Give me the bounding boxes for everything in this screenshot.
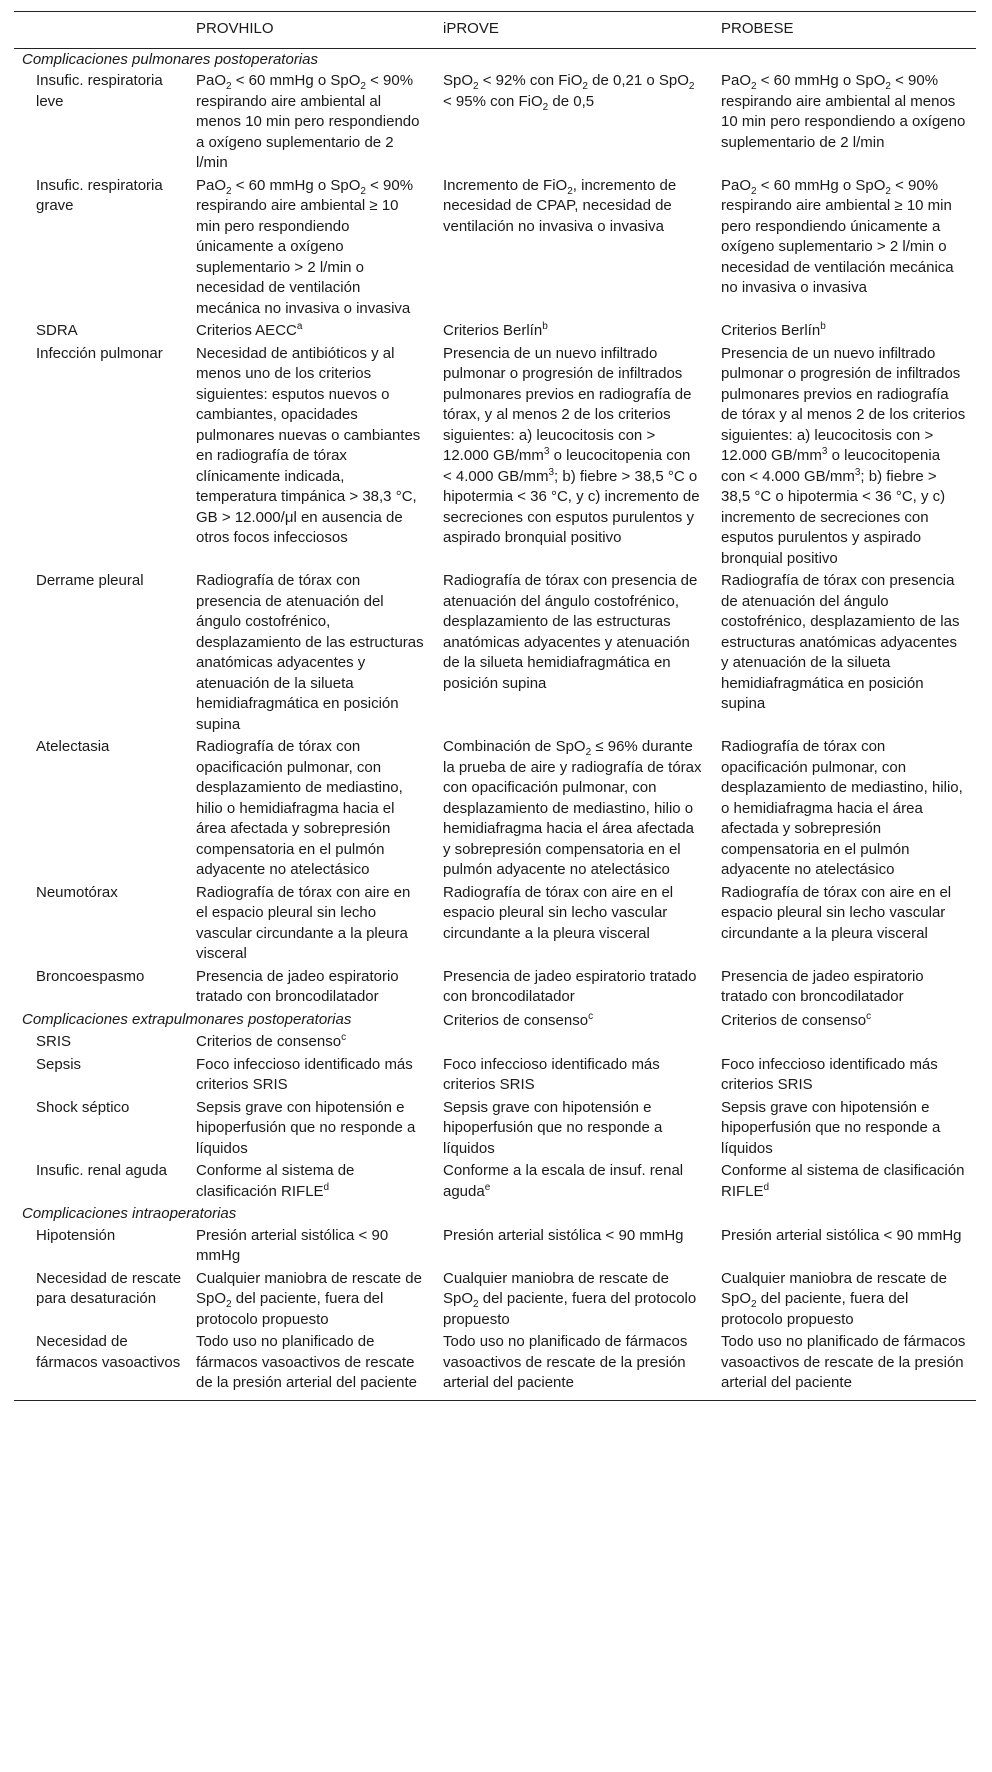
cell-text: Radiografía de tórax con aire en el espacio pleural sin lecho vascular circundante a la pleura visceral [443,883,678,942]
cell-text: PaO [196,176,227,194]
table-cell [713,882,976,966]
cell-text: Conforme al sistema de clasificación RIFLE [721,1162,969,1200]
cell-text: Criterios de consenso [721,1011,867,1029]
table-row [14,175,976,321]
cell-text: Criterios de consenso [196,1033,342,1050]
table-cell [435,320,713,343]
table-cell [188,70,435,175]
subscript: 2 [751,1299,757,1310]
table-cell [435,570,713,736]
table-cell [188,1268,435,1332]
table-cell [713,1225,976,1268]
cell-text: Radiografía de tórax con opacificación pulmonar, con desplazamiento de mediastino, hilio, o hemidiafragma hacia el área afectada y sobrepresión compensatoria en el pulmón adyacente no atelectásico [721,738,967,878]
table-cell [713,343,976,571]
row-label: Insufic. respiratoria grave [36,176,163,214]
table-row [14,570,976,736]
cell-text: Presencia de jadeo espiratorio tratado con broncodilatador [721,967,928,1005]
table-cell [713,570,976,736]
table-cell [188,1054,435,1097]
table-cell [188,343,435,571]
table-cell [188,1097,435,1161]
section-row [14,48,976,70]
cell-text: Presión arterial sistólica < 90 mmHg [196,1226,393,1264]
table-cell [188,966,435,1009]
cell-text: Presión arterial sistólica < 90 mmHg [721,1226,962,1244]
subscript: 2 [226,81,232,92]
row-label: Broncoespasmo [36,967,145,985]
section-title: Complicaciones intraoperatorias [22,1205,237,1222]
table-cell [713,966,976,1009]
cell-text: de 0,21 o SpO [587,72,689,89]
table-cell [713,1031,976,1054]
cell-text: Radiografía de tórax con presencia de atenuación del ángulo costofrénico, desplazamiento de las estructuras anatómicas adyacentes y atenuación de la silueta hemidiafragmática en posición supina [443,572,702,692]
subscript: 2 [885,81,891,92]
footnote-mark: 3 [548,466,555,478]
header-row [14,12,976,49]
row-label: Insufic. respiratoria leve [36,72,163,110]
criteria-table [14,11,976,1401]
cell-text: Sepsis grave con hipotensión e hipoperfusión que no responde a líquidos [721,1098,945,1157]
header-empty [14,12,188,49]
table-cell [435,882,713,966]
table-cell [435,1160,713,1203]
row-label: Atelectasia [36,738,110,755]
cell-text: Radiografía de tórax con presencia de atenuación del ángulo costofrénico, desplazamiento de las estructuras anatómicas adyacentes y atenuación de la silueta hemidiafragmática en posición supina [721,572,964,712]
cell-text: Todo uso no planificado de fármacos vasoactivos de rescate de la presión arterial del paciente [721,1333,970,1391]
table-cell [713,70,976,175]
table-cell [435,736,713,882]
cell-text: Radiografía de tórax con aire en el espacio pleural sin lecho vascular circundante a la pleura visceral [196,883,415,962]
row-label: Necesidad de rescate para desaturación [36,1269,182,1307]
table-cell [435,966,713,1009]
cell-text: del paciente, fuera del protocolo propuesto [721,1290,913,1328]
subscript: 2 [751,81,757,92]
cell-text: PaO [196,72,227,89]
table-cell [435,175,713,321]
section-title: Complicaciones pulmonares postoperatorias [22,50,318,68]
row-label: Insufic. renal aguda [36,1162,167,1179]
cell-text: < 90% respirando aire ambiental al menos 10 min pero respondiendo a oxígeno suplementario de 2 l/min [196,72,424,171]
cell-text: < 90% respirando aire ambiental al menos 10 min pero respondiendo a oxígeno suplementario de 2 l/min [721,72,970,151]
section-inline-cell [435,1009,713,1032]
table-row [14,1031,976,1054]
cell-text: ≤ 96% durante la prueba de aire y radiografía de tórax con opacificación pulmonar, con desplazamiento de mediastino, hilio o hemidiafragma hacia el área afectada y sobrepresión compensatoria en el pulmón adyacente no atelectásico [443,738,706,878]
subscript: 2 [360,185,366,197]
table-cell [435,1331,713,1400]
cell-text: Presencia de un nuevo infiltrado pulmonar o progresión de infiltrados pulmonares previos en radiografía de tórax, y al menos 2 de los criterios siguientes: a) leucocitosis con > 12.000 GB/mm [443,344,696,464]
table-cell [713,320,976,343]
table-cell [188,320,435,343]
table-cell [713,1160,976,1203]
subscript: 2 [473,81,479,92]
subscript: 2 [542,101,549,113]
header-provhilo: PROVHILO [188,12,435,49]
cell-text: Cualquier maniobra de rescate de SpO [196,1269,427,1307]
table-cell [713,1268,976,1332]
cell-text: Sepsis grave con hipotensión e hipoperfusión que no responde a líquidos [196,1098,420,1157]
cell-text: Criterios AECC [196,322,297,339]
cell-text: , incremento de necesidad de CPAP, necesidad de ventilación no invasiva o invasiva [443,176,681,235]
subscript: 2 [582,81,588,92]
row-label: Infección pulmonar [36,344,163,362]
row-label: Necesidad de fármacos vasoactivos [14,1331,188,1400]
footnote-mark: b [820,321,826,332]
table-row [14,882,976,966]
cell-text: < 60 mmHg o SpO [231,72,361,89]
cell-text: Conforme al sistema de clasificación RIFLE [196,1162,359,1200]
cell-text: < 90% respirando aire ambiental ≥ 10 min pero respondiendo únicamente a oxígeno suplementario > 2 l/min o necesidad de ventilación mecánica no invasiva o invasiva [196,176,418,317]
table-cell [435,1031,713,1054]
table-cell [188,1160,435,1203]
table-cell [435,1225,713,1268]
cell-text: Radiografía de tórax con opacificación pulmonar, con desplazamiento de mediastino, hilio o hemidiafragma hacia el área afectada y sobrepresión compensatoria en el pulmón adyacente no atelectásico [196,738,407,878]
cell-text: Radiografía de tórax con aire en el espacio pleural sin lecho vascular circundante a la pleura visceral [721,883,956,942]
table-cell [188,570,435,736]
subscript: 2 [585,747,592,758]
cell-text: PaO [721,176,752,194]
table-row [14,1160,976,1203]
table-cell [713,1331,976,1400]
header-probese: PROBESE [713,12,976,49]
table-cell [435,1268,713,1332]
cell-text: Foco infeccioso identificado más criterios SRIS [443,1055,664,1093]
cell-text: Foco infeccioso identificado más criterios SRIS [196,1055,417,1093]
table-cell [435,343,713,571]
cell-text: SpO [443,72,474,89]
cell-text: del paciente, fuera del protocolo propuesto [443,1290,701,1328]
cell-text: Todo uso no planificado de fármacos vasoactivos de rescate de la presión arterial del paciente [196,1333,419,1391]
table-cell [435,1054,713,1097]
table-cell [188,1031,435,1054]
table-row [14,1225,976,1268]
subscript: 2 [688,81,695,92]
table-cell [188,1225,435,1268]
table-cell [188,1331,435,1400]
table-cell [188,736,435,882]
table-row [14,1097,976,1161]
table-row [14,320,976,343]
row-label: Shock séptico [36,1098,130,1116]
cell-text: Presión arterial sistólica < 90 mmHg [443,1226,684,1244]
section-row [14,1009,976,1032]
header-iprove: iPROVE [435,12,713,49]
subscript: 2 [226,1299,232,1310]
cell-text: PaO [721,72,752,89]
table-row [14,343,976,571]
table-cell [713,736,976,882]
cell-text: Cualquier maniobra de rescate de SpO [721,1269,952,1307]
table-row [14,1331,976,1400]
table-cell [188,175,435,321]
footnote-mark: d [763,1181,770,1193]
table-row [14,70,976,175]
section-title: Complicaciones extrapulmonares postoperatorias [22,1010,352,1028]
table-cell [713,175,976,321]
cell-text: < 90% respirando aire ambiental ≥ 10 min pero respondiendo únicamente a oxígeno suplementario > 2 l/min o necesidad de ventilación mecánica no invasiva o invasiva [721,176,958,296]
table-cell [435,70,713,175]
table-cell [188,882,435,966]
cell-text: Criterios Berlín [721,322,821,339]
table-cell [435,1097,713,1161]
subscript: 2 [473,1299,479,1310]
section-row [14,1203,976,1225]
cell-text: Cualquier maniobra de rescate de SpO [443,1269,674,1307]
row-label: SDRA [36,322,78,339]
row-label: Neumotórax [36,883,118,901]
table-row [14,736,976,882]
footnote-mark: c [341,1032,347,1043]
cell-text: ; b) fiebre > 38,5 °C o hipotermia < 36 °C, y c) incremento de secreciones con esputos purulentos y aspirado bronquial positivo [721,467,950,567]
cell-text: Conforme a la escala de insuf. renal aguda [443,1162,688,1200]
cell-text: Radiografía de tórax con presencia de atenuación del ángulo costofrénico, desplazamiento de las estructuras anatómicas adyacentes y atenuación de la silueta hemidiafragmática en posición supina [196,572,428,733]
table-cell [713,1097,976,1161]
subscript: 2 [567,185,573,197]
footnote-mark: 3 [821,446,828,457]
document [14,11,976,1401]
cell-text: o leucocitopenia con < 4.000 GB/mm [443,447,695,485]
cell-text: < 95% con FiO [443,72,699,110]
cell-text: Necesidad de antibióticos y al menos uno de los criterios siguientes: esputos nuevos o cambiantes, opacidades pulmonares nuevas o cambiantes en radiografía de tórax clínicamente indicada, temperatura timpánica > 38,3 °C, GB > 12.000/μl en ausencia de otros focos infecciosos [196,344,425,546]
cell-text: o leucocitopenia con < 4.000 GB/mm [721,447,945,485]
footnote-mark: d [323,1181,330,1193]
table-row [14,1268,976,1332]
cell-text: Todo uso no planificado de fármacos vasoactivos de rescate de la presión arterial del paciente [443,1333,692,1391]
table-body [14,48,976,1400]
cell-text: ; b) fiebre > 38,5 °C o hipotermia < 36 °C, y c) incremento de secreciones con esputos purulentos y aspirado bronquial positivo [443,467,704,546]
footnote-mark: c [866,1010,872,1022]
cell-text: < 60 mmHg o SpO [756,72,886,89]
cell-text: < 92% con FiO [478,72,583,89]
table-row [14,1054,976,1097]
cell-text: Foco infeccioso identificado más criterios SRIS [721,1055,942,1093]
footnote-mark: 3 [543,446,550,457]
subscript: 2 [226,185,232,197]
cell-text: del paciente, fuera del protocolo propuesto [196,1290,388,1328]
footnote-mark: a [296,321,303,332]
row-label: Sepsis [36,1055,82,1073]
footnote-mark: 3 [854,466,861,478]
table-header [14,12,976,49]
footnote-mark: c [588,1010,594,1022]
cell-text: < 60 mmHg o SpO [756,176,886,194]
subscript: 2 [751,185,757,197]
cell-text: Incremento de FiO [443,176,568,194]
cell-text: Criterios Berlín [443,322,543,339]
subscript: 2 [360,81,366,92]
cell-text: Presencia de jadeo espiratorio tratado con broncodilatador [443,967,701,1005]
row-label: SRIS [36,1033,72,1050]
cell-text: < 60 mmHg o SpO [231,176,361,194]
cell-text: Combinación de SpO [443,738,586,755]
subscript: 2 [885,185,891,197]
cell-text: Criterios de consenso [443,1011,589,1029]
table-cell [713,1054,976,1097]
cell-text: Presencia de jadeo espiratorio tratado con broncodilatador [196,967,403,1005]
footnote-mark: b [542,321,548,332]
row-label: Hipotensión [36,1226,116,1244]
footnote-mark: e [484,1181,491,1193]
cell-text: de 0,5 [548,92,595,110]
section-inline-cell [713,1009,976,1032]
row-label: Derrame pleural [36,572,144,589]
table-row [14,966,976,1009]
cell-text: Sepsis grave con hipotensión e hipoperfusión que no responde a líquidos [443,1098,667,1157]
cell-text: Presencia de un nuevo infiltrado pulmonar o progresión de infiltrados pulmonares previos en radiografía de tórax y al menos 2 de los criterios siguientes: a) leucocitosis con > 12.000 GB/mm [721,344,970,464]
